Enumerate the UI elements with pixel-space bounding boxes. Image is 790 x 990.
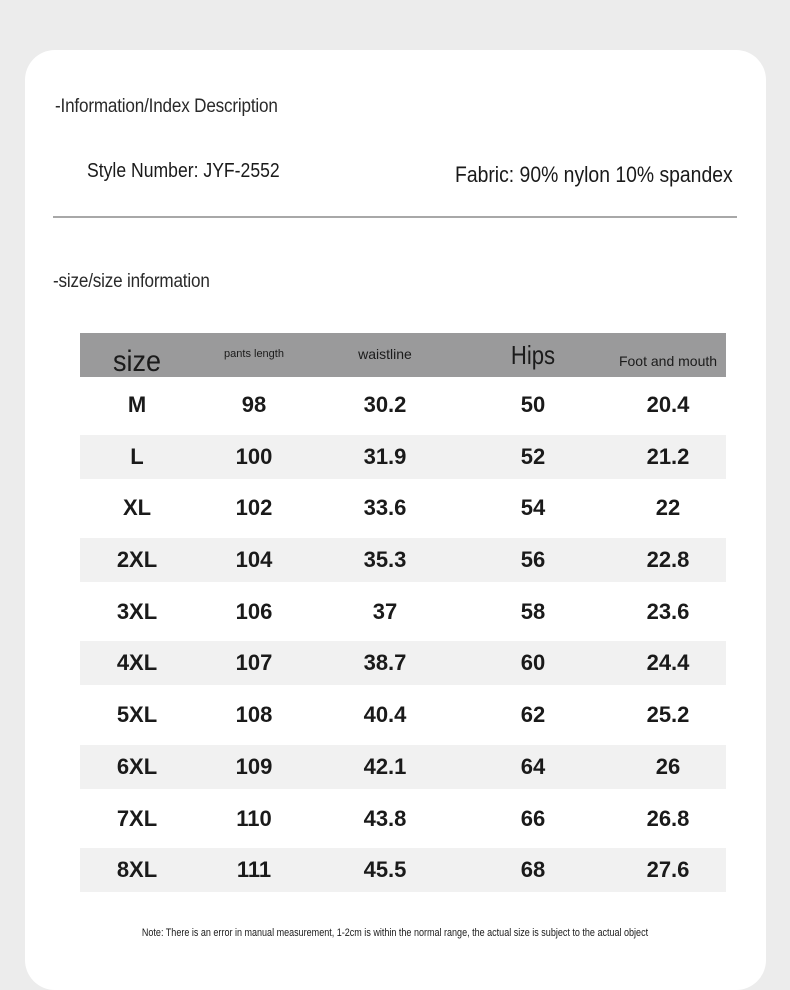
table-cell: 2XL (116, 547, 158, 573)
table-row (80, 590, 726, 634)
table-cell: 102 (235, 495, 273, 521)
table-cell: 68 (520, 857, 546, 883)
table-cell: 108 (235, 702, 273, 728)
table-cell: 7XL (116, 805, 158, 831)
table-cell: 22.8 (646, 547, 690, 573)
table-cell: 64 (520, 753, 546, 779)
table-cell: 5XL (116, 702, 158, 728)
table-cell: 33.6 (363, 495, 407, 521)
table-row (80, 486, 726, 530)
table-cell: 25.2 (646, 702, 690, 728)
table-row (80, 383, 726, 427)
table-cell: 31.9 (363, 443, 407, 469)
table-cell: 35.3 (363, 547, 407, 573)
header-foot-mouth: Foot and mouth (618, 353, 718, 370)
header-hips: Hips (510, 339, 556, 370)
measurement-note: Note: There is an error in manual measurement, 1-2cm is within the normal range, the actual size is subject to the actual object (141, 927, 649, 939)
table-cell: 21.2 (646, 443, 690, 469)
table-cell: 43.8 (363, 805, 407, 831)
table-row (80, 641, 726, 685)
table-cell: 20.4 (646, 392, 690, 417)
table-cell: 50 (520, 392, 546, 417)
table-cell: L (130, 443, 144, 469)
table-cell: 100 (235, 443, 273, 469)
table-row (80, 693, 726, 737)
table-cell: 3XL (116, 598, 158, 624)
table-cell: 106 (235, 598, 273, 624)
table-cell: 66 (520, 805, 546, 831)
table-cell: 45.5 (363, 857, 407, 883)
table-cell: 104 (235, 547, 273, 573)
table-cell: 111 (236, 857, 272, 883)
table-cell: 56 (520, 547, 546, 573)
table-cell: 42.1 (363, 753, 407, 779)
table-cell: 54 (520, 495, 546, 521)
table-cell: 110 (236, 805, 272, 831)
table-cell: 26 (655, 753, 681, 779)
table-row (80, 848, 726, 892)
table-cell: 27.6 (646, 857, 690, 883)
table-cell: 37 (372, 598, 398, 624)
header-waistline: waistline (358, 346, 412, 363)
table-cell: 52 (520, 443, 546, 469)
table-cell: 8XL (116, 857, 158, 883)
header-pants-length: pants length (224, 348, 284, 361)
size-table (80, 333, 726, 892)
table-row (80, 538, 726, 582)
table-row (80, 745, 726, 789)
table-cell: 40.4 (363, 702, 407, 728)
size-section-title: -size/size information (53, 271, 210, 292)
table-cell: 62 (520, 702, 546, 728)
style-number: Style Number: JYF-2552 (87, 160, 280, 182)
table-cell: 30.2 (363, 392, 407, 417)
table-cell: 22 (655, 495, 681, 521)
table-cell: 4XL (116, 650, 158, 676)
table-cell: 98 (241, 392, 267, 417)
information-section-title: -Information/Index Description (55, 96, 278, 117)
size-table-body (80, 383, 726, 892)
table-cell: 107 (235, 650, 273, 676)
table-cell: 60 (520, 650, 546, 676)
table-cell: M (127, 392, 147, 417)
table-cell: 58 (520, 598, 546, 624)
table-row (80, 797, 726, 841)
table-cell: 26.8 (646, 805, 690, 831)
table-cell: 24.4 (646, 650, 690, 676)
table-cell: XL (122, 495, 152, 521)
header-size: size (112, 345, 162, 379)
table-cell: 23.6 (646, 598, 690, 624)
fabric-composition: Fabric: 90% nylon 10% spandex (455, 162, 733, 187)
section-divider (53, 216, 737, 218)
table-cell: 109 (235, 753, 273, 779)
table-row (80, 435, 726, 479)
table-cell: 38.7 (363, 650, 407, 676)
size-table-header (80, 333, 726, 377)
table-cell: 6XL (116, 753, 158, 779)
